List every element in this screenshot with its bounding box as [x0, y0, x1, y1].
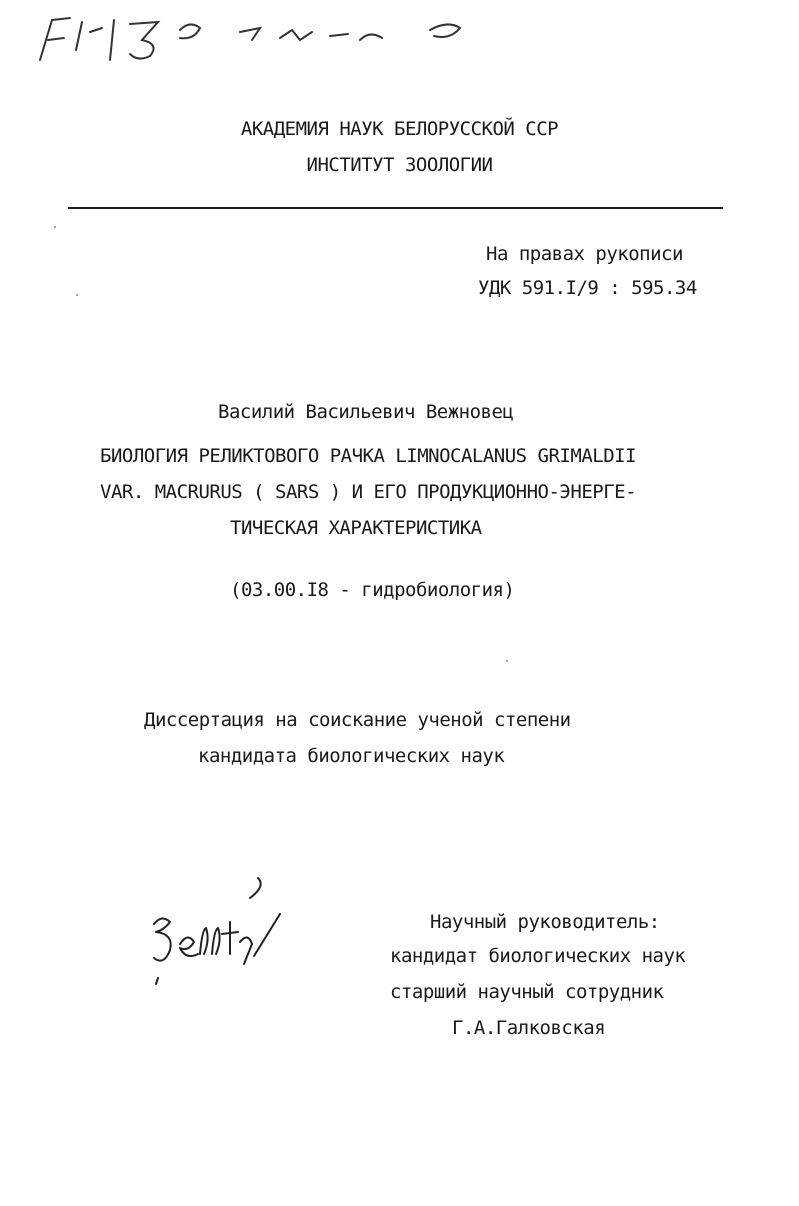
- dissertation-line-1: Диссертация на соискание ученой степени: [144, 709, 571, 731]
- supervisor-label: Научный руководитель:: [430, 911, 660, 933]
- title-line-2: VAR. MACRURUS ( SARS ) И ЕГО ПРОДУКЦИОННО-ЭНЕРГЕ-: [100, 481, 637, 503]
- dissertation-line-2: кандидата биологических наук: [198, 745, 505, 767]
- academy-name: АКАДЕМИЯ НАУК БЕЛОРУССКОЙ ССР: [240, 118, 559, 140]
- institute-name: ИНСТИТУТ ЗООЛОГИИ: [306, 154, 493, 176]
- author-signature: [140, 870, 290, 990]
- scan-speck: [76, 294, 78, 296]
- title-line-3: ТИЧЕСКАЯ ХАРАКТЕРИСТИКА: [230, 517, 482, 539]
- title-line-1: БИОЛОГИЯ РЕЛИКТОВОГО РАЧКА LIMNOCALANUS GRIMALDII: [100, 445, 637, 467]
- author-name: Василий Васильевич Вежновец: [218, 401, 514, 423]
- scan-speck: [506, 660, 508, 662]
- header-divider: [68, 207, 723, 209]
- handwritten-note: [30, 10, 470, 70]
- supervisor-position: старший научный сотрудник: [390, 981, 664, 1003]
- supervisor-degree: кандидат биологических наук: [390, 945, 686, 967]
- scan-speck: [54, 226, 56, 228]
- udc-code: УДК 591.I/9 : 595.34: [478, 277, 697, 299]
- manuscript-rights: На правах рукописи: [486, 243, 683, 265]
- specialty-code: (03.00.I8 - гидробиология): [230, 579, 515, 601]
- supervisor-name: Г.А.Галковская: [452, 1017, 606, 1039]
